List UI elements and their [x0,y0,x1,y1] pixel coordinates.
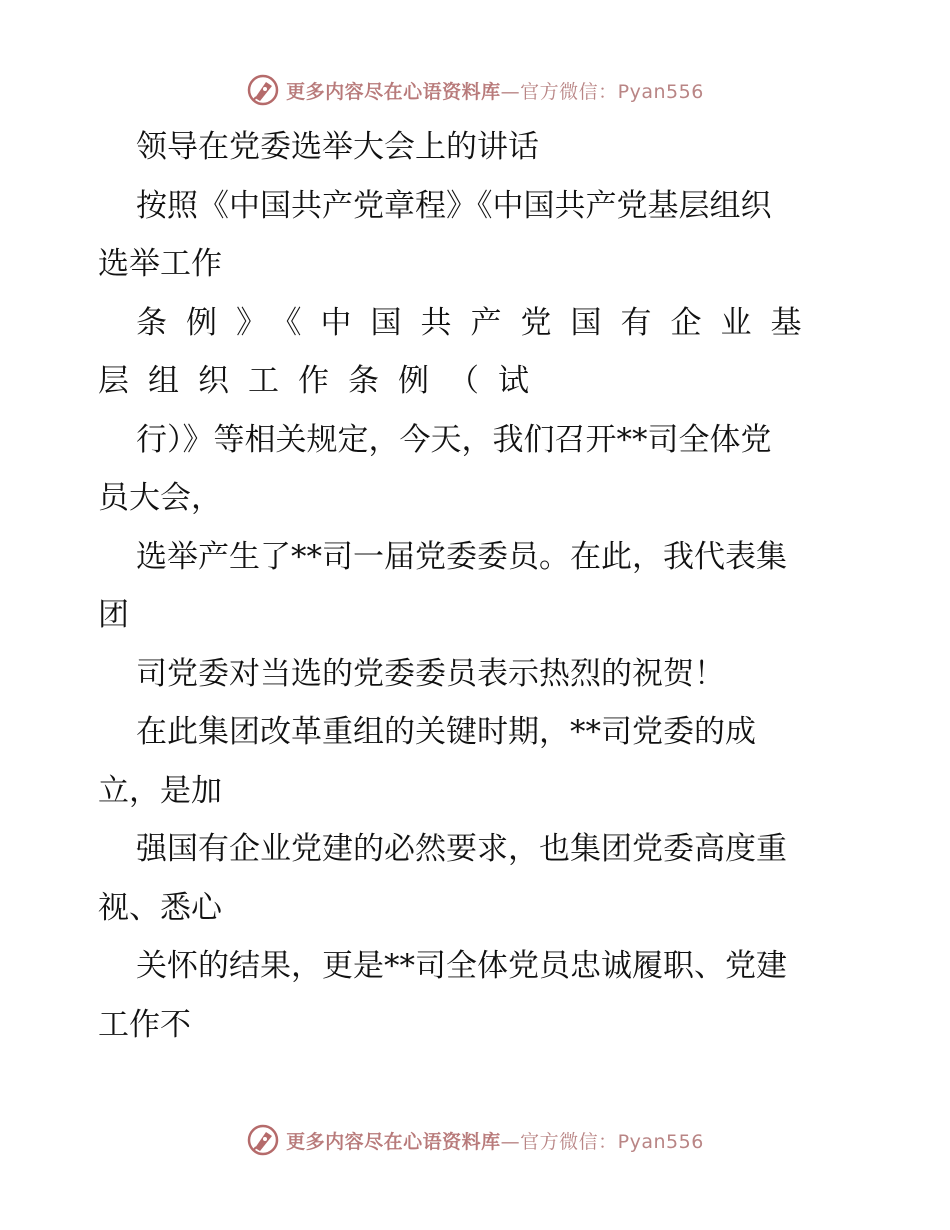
paragraph-line: 层组织工作条例（试 [98,363,548,399]
footer-watermark-banner [0,1120,950,1160]
paragraph-line: 立，是加 [98,772,222,809]
watermark-text [286,1127,704,1154]
watermark-main-text: 更多内容尽在心语资料库 [286,80,501,103]
paragraph-line: 工作不 [98,1006,191,1043]
pen-nib-logo-icon [246,1123,280,1157]
paragraph-line: 员大会， [98,480,222,516]
watermark-text [286,77,704,104]
paragraph-line: 团 [98,597,129,633]
document-title: 领导在党委选举大会上的讲话 [136,129,539,165]
paragraph-line: 选举产生了**司一届党委委员。在此，我代表集 [136,538,787,575]
paragraph-line: 关怀的结果，更是**司全体党员忠诚履职、党建 [136,948,787,984]
header-watermark-banner [0,70,950,110]
paragraph-line: 司党委对当选的党委委员表示热烈的祝贺！ [136,655,725,692]
watermark-wechat-text: 官方微信：Pyan556 [520,80,704,103]
paragraph-line: 行）》等相关规定，今天，我们召开**司全体党 [136,421,772,458]
watermark-wechat-text: 官方微信：Pyan556 [520,1130,704,1153]
paragraph-line: 强国有企业党建的必然要求，也集团党委高度重 [136,831,787,867]
paragraph-line: 条例》《中国共产党国有企业基 [136,304,821,341]
paragraph-line: 选举工作 [98,246,222,282]
document-body [98,118,858,1054]
pen-nib-logo-icon [246,73,280,107]
paragraph-line: 视、悉心 [98,889,222,926]
watermark-separator: — [500,80,521,103]
paragraph-line: 按照《中国共产党章程》《中国共产党基层组织 [136,187,772,224]
paragraph-line: 在此集团改革重组的关键时期，**司党委的成 [136,714,756,750]
watermark-main-text: 更多内容尽在心语资料库 [286,1130,501,1153]
watermark-separator: — [500,1130,521,1153]
